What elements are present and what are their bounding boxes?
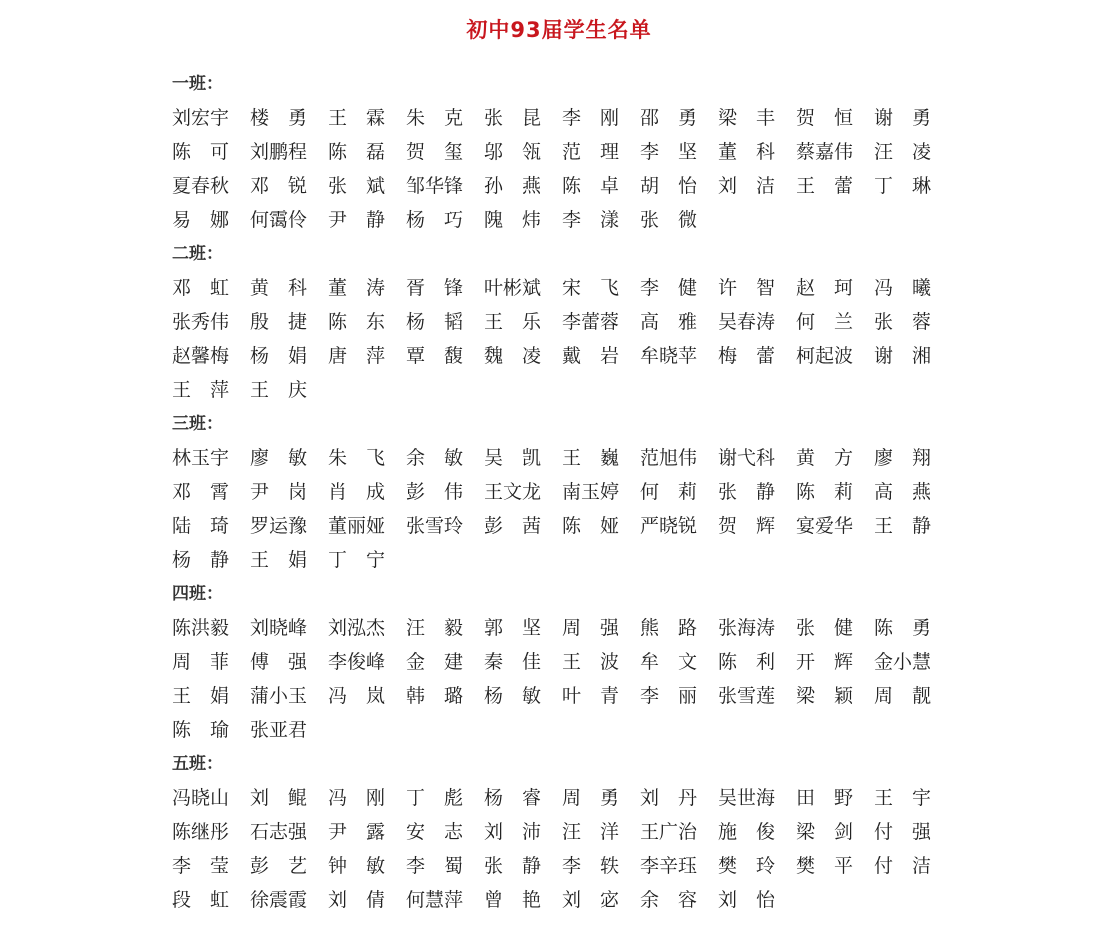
- student-name: 罗运豫: [250, 515, 308, 537]
- student-name: 赵馨梅: [172, 345, 230, 367]
- student-name: 杨敏: [484, 685, 561, 707]
- student-name: 王蕾: [796, 175, 873, 197]
- student-name: 王庆: [250, 379, 327, 401]
- student-name: 秦佳: [484, 651, 561, 673]
- page-title: 初中93届学生名单: [466, 18, 652, 42]
- student-name: 殷捷: [250, 311, 327, 333]
- student-name: 严晓锐: [640, 515, 698, 537]
- student-name: 李刚: [562, 107, 639, 129]
- student-name: 叶青: [562, 685, 639, 707]
- student-name: 周靓: [874, 685, 951, 707]
- student-name: 田野: [796, 787, 873, 809]
- student-name: 付洁: [874, 855, 951, 877]
- student-name: 魏凌: [484, 345, 561, 367]
- student-name: 汪洋: [562, 821, 639, 843]
- student-name: 王广治: [640, 821, 698, 843]
- student-name: 王巍: [562, 447, 639, 469]
- student-name: 李轶: [562, 855, 639, 877]
- student-name: 张雪玲: [406, 515, 464, 537]
- student-name: 李健: [640, 277, 717, 299]
- student-name: 柯起波: [796, 345, 854, 367]
- student-name: 郭坚: [484, 617, 561, 639]
- name-row: [172, 441, 972, 475]
- student-name: 张静: [718, 481, 795, 503]
- student-name: 冯晓山: [172, 787, 230, 809]
- student-name: 蒲小玉: [250, 685, 308, 707]
- student-name: 梁剑: [796, 821, 873, 843]
- student-name: 钟敏: [328, 855, 405, 877]
- student-name: 李蕾蓉: [562, 311, 620, 333]
- student-name: 梁丰: [718, 107, 795, 129]
- student-name: 易娜: [172, 209, 249, 231]
- student-name: 夏春秋: [172, 175, 230, 197]
- student-name: 余敏: [406, 447, 483, 469]
- name-row: [172, 543, 972, 577]
- student-name: 许智: [718, 277, 795, 299]
- student-name: 冯曦: [874, 277, 951, 299]
- student-name: 丁宁: [328, 549, 405, 571]
- student-name: 黄方: [796, 447, 873, 469]
- student-name: 楼勇: [250, 107, 327, 129]
- class-heading: 三班：: [172, 414, 223, 434]
- student-name: 李漾: [562, 209, 639, 231]
- student-name: 张微: [640, 209, 717, 231]
- student-name: 张静: [484, 855, 561, 877]
- name-row: [172, 713, 972, 747]
- class-section: [172, 237, 972, 407]
- student-name: 周强: [562, 617, 639, 639]
- student-name: 陈磊: [328, 141, 405, 163]
- student-name: 谢勇: [874, 107, 951, 129]
- student-name: 徐震霞: [250, 889, 308, 911]
- student-name: 廖敏: [250, 447, 327, 469]
- student-name: 李丽: [640, 685, 717, 707]
- class-heading: 二班：: [172, 244, 223, 264]
- name-row: [172, 815, 972, 849]
- student-name: 叶彬斌: [484, 277, 542, 299]
- student-name: 陈瑜: [172, 719, 249, 741]
- class-section: [172, 747, 972, 917]
- student-name: 宴爱华: [796, 515, 854, 537]
- class-section: [172, 407, 972, 577]
- student-name: 谢弋科: [718, 447, 776, 469]
- name-row: [172, 475, 972, 509]
- student-name: 韩璐: [406, 685, 483, 707]
- name-row: [172, 645, 972, 679]
- student-name: 张秀伟: [172, 311, 230, 333]
- student-name: 牟晓苹: [640, 345, 698, 367]
- student-name: 杨娟: [250, 345, 327, 367]
- name-row: [172, 781, 972, 815]
- student-name: 高燕: [874, 481, 951, 503]
- student-name: 王萍: [172, 379, 249, 401]
- student-name: 刘鹏程: [250, 141, 308, 163]
- student-name: 刘宏宇: [172, 107, 230, 129]
- student-name: 冯岚: [328, 685, 405, 707]
- student-name: 张亚君: [250, 719, 308, 741]
- student-name: 金建: [406, 651, 483, 673]
- student-name: 隗炜: [484, 209, 561, 231]
- student-name: 尹露: [328, 821, 405, 843]
- student-name: 丁彪: [406, 787, 483, 809]
- student-name: 邵勇: [640, 107, 717, 129]
- student-name: 尹静: [328, 209, 405, 231]
- student-name: 廖翔: [874, 447, 951, 469]
- student-name: 杨睿: [484, 787, 561, 809]
- student-name: 张雪莲: [718, 685, 776, 707]
- student-name: 张健: [796, 617, 873, 639]
- student-name: 胥锋: [406, 277, 483, 299]
- student-name: 尹岗: [250, 481, 327, 503]
- student-name: 陈卓: [562, 175, 639, 197]
- name-row: [172, 883, 972, 917]
- student-name: 南玉婷: [562, 481, 620, 503]
- student-name: 范理: [562, 141, 639, 163]
- student-name: 戴岩: [562, 345, 639, 367]
- student-name: 蔡嘉伟: [796, 141, 854, 163]
- name-row: [172, 203, 972, 237]
- student-name: 王静: [874, 515, 951, 537]
- student-name: 王娟: [250, 549, 327, 571]
- name-row: [172, 169, 972, 203]
- student-name: 赵珂: [796, 277, 873, 299]
- student-name: 李辛珏: [640, 855, 698, 877]
- student-name: 开辉: [796, 651, 873, 673]
- student-name: 余容: [640, 889, 717, 911]
- class-heading: 五班：: [172, 754, 223, 774]
- student-name: 王娟: [172, 685, 249, 707]
- student-name: 刘晓峰: [250, 617, 308, 639]
- student-name: 刘怡: [718, 889, 795, 911]
- roster: [172, 67, 972, 917]
- student-name: 范旭伟: [640, 447, 698, 469]
- student-name: 李坚: [640, 141, 717, 163]
- student-name: 贺辉: [718, 515, 795, 537]
- student-name: 陈勇: [874, 617, 951, 639]
- student-name: 杨巧: [406, 209, 483, 231]
- student-name: 宋飞: [562, 277, 639, 299]
- student-name: 张海涛: [718, 617, 776, 639]
- student-name: 朱飞: [328, 447, 405, 469]
- student-name: 陈娅: [562, 515, 639, 537]
- student-name: 何兰: [796, 311, 873, 333]
- student-name: 段虹: [172, 889, 249, 911]
- student-name: 何莉: [640, 481, 717, 503]
- student-name: 邬瓴: [484, 141, 561, 163]
- student-name: 冯刚: [328, 787, 405, 809]
- student-name: 周菲: [172, 651, 249, 673]
- student-name: 李莹: [172, 855, 249, 877]
- class-heading: 一班：: [172, 74, 223, 94]
- student-name: 刘泓杰: [328, 617, 386, 639]
- student-name: 陈继彤: [172, 821, 230, 843]
- name-row: [172, 611, 972, 645]
- student-name: 石志强: [250, 821, 308, 843]
- student-name: 安志: [406, 821, 483, 843]
- student-name: 刘宓: [562, 889, 639, 911]
- student-name: 吴凯: [484, 447, 561, 469]
- class-section: [172, 67, 972, 237]
- student-name: 丁琳: [874, 175, 951, 197]
- student-name: 王波: [562, 651, 639, 673]
- student-name: 董涛: [328, 277, 405, 299]
- name-row: [172, 679, 972, 713]
- student-name: 何慧萍: [406, 889, 464, 911]
- student-name: 李俊峰: [328, 651, 386, 673]
- student-name: 梅蕾: [718, 345, 795, 367]
- student-name: 刘丹: [640, 787, 717, 809]
- name-row: [172, 849, 972, 883]
- student-name: 汪毅: [406, 617, 483, 639]
- name-row: [172, 373, 972, 407]
- student-name: 彭伟: [406, 481, 483, 503]
- name-row: [172, 101, 972, 135]
- student-name: 熊路: [640, 617, 717, 639]
- student-name: 陈莉: [796, 481, 873, 503]
- student-name: 彭茜: [484, 515, 561, 537]
- student-name: 胡怡: [640, 175, 717, 197]
- student-name: 牟文: [640, 651, 717, 673]
- student-name: 何霭伶: [250, 209, 308, 231]
- student-name: 张蓉: [874, 311, 951, 333]
- student-name: 孙燕: [484, 175, 561, 197]
- class-section: [172, 577, 972, 747]
- name-row: [172, 135, 972, 169]
- student-name: 谢湘: [874, 345, 951, 367]
- student-name: 刘沛: [484, 821, 561, 843]
- student-name: 施俊: [718, 821, 795, 843]
- student-name: 邓锐: [250, 175, 327, 197]
- student-name: 邓霄: [172, 481, 249, 503]
- name-row: [172, 339, 972, 373]
- student-name: 杨韬: [406, 311, 483, 333]
- student-name: 刘倩: [328, 889, 405, 911]
- student-name: 陆琦: [172, 515, 249, 537]
- student-name: 黄科: [250, 277, 327, 299]
- student-name: 林玉宇: [172, 447, 230, 469]
- student-name: 汪凌: [874, 141, 951, 163]
- student-name: 朱克: [406, 107, 483, 129]
- student-name: 刘鲲: [250, 787, 327, 809]
- student-name: 肖成: [328, 481, 405, 503]
- name-row: [172, 305, 972, 339]
- student-name: 贺恒: [796, 107, 873, 129]
- student-name: 彭艺: [250, 855, 327, 877]
- student-name: 王霖: [328, 107, 405, 129]
- student-name: 杨静: [172, 549, 249, 571]
- student-name: 李蜀: [406, 855, 483, 877]
- student-name: 付强: [874, 821, 951, 843]
- student-name: 刘洁: [718, 175, 795, 197]
- student-name: 张昆: [484, 107, 561, 129]
- student-name: 董科: [718, 141, 795, 163]
- student-name: 邓虹: [172, 277, 249, 299]
- student-name: 樊平: [796, 855, 873, 877]
- student-name: 吴世海: [718, 787, 776, 809]
- student-name: 董丽娅: [328, 515, 386, 537]
- student-name: 王宇: [874, 787, 951, 809]
- name-row: [172, 271, 972, 305]
- class-heading: 四班：: [172, 584, 223, 604]
- student-name: 邹华锋: [406, 175, 464, 197]
- student-name: 贺玺: [406, 141, 483, 163]
- student-name: 王乐: [484, 311, 561, 333]
- student-name: 傅强: [250, 651, 327, 673]
- student-name: 陈东: [328, 311, 405, 333]
- student-name: 陈洪毅: [172, 617, 230, 639]
- student-name: 陈利: [718, 651, 795, 673]
- student-name: 高雅: [640, 311, 717, 333]
- name-row: [172, 509, 972, 543]
- student-name: 张斌: [328, 175, 405, 197]
- student-name: 吴春涛: [718, 311, 776, 333]
- student-name: 金小慧: [874, 651, 932, 673]
- student-name: 樊玲: [718, 855, 795, 877]
- student-name: 梁颖: [796, 685, 873, 707]
- student-name: 周勇: [562, 787, 639, 809]
- student-name: 陈可: [172, 141, 249, 163]
- student-name: 唐萍: [328, 345, 405, 367]
- student-name: 覃馥: [406, 345, 483, 367]
- student-name: 曾艳: [484, 889, 561, 911]
- student-name: 王文龙: [484, 481, 542, 503]
